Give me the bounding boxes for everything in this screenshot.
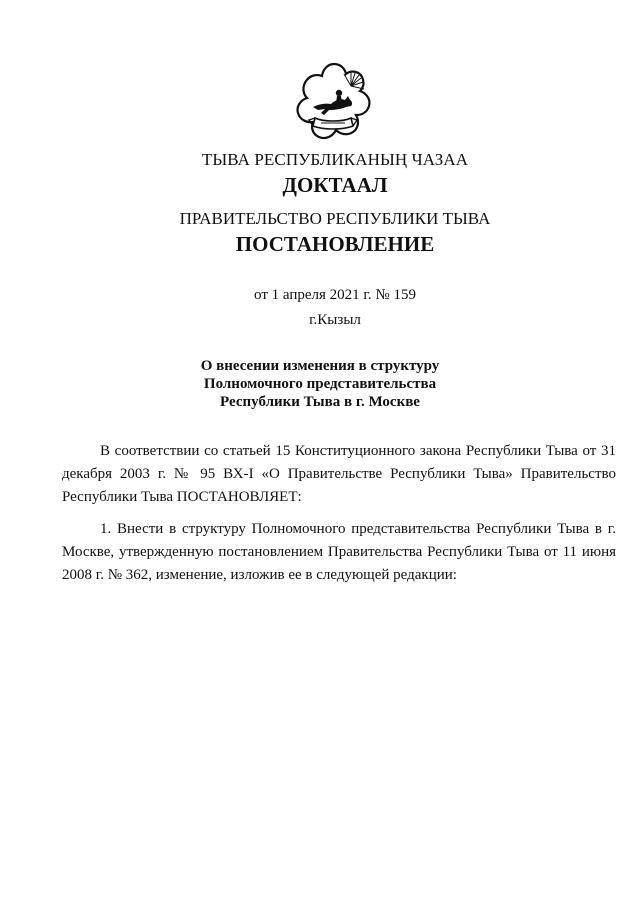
document-title — [0, 357, 640, 411]
title-line-1: О внесении изменения в структуру — [200, 358, 440, 374]
body-paragraph-preamble: В соответствии со статьей 15 Конституционного закона Республики Тыва от 31 декабря 2003 г. № 95 ВХ-I «О Правительстве Республики Тыва» Правительство Республики Тыва ПОСТАНОВЛЯЕТ: — [62, 443, 616, 505]
document-city: г.Кызыл — [309, 312, 361, 328]
title-line-2: Полномочного представительства — [203, 376, 437, 392]
tyva-government-name: ТЫВА РЕСПУБЛИКАНЫҢ ЧАЗАА — [201, 150, 469, 169]
title-line-3: Республики Тыва в г. Москве — [220, 394, 420, 410]
body-paragraph-item-1: 1. Внести в структуру Полномочного представительства Республики Тыва в г. Москве, утвержденную постановлением Правительства Республики Тыва от 11 июня 2008 г. № 362, изменение, изложив ее в следующей редакции: — [62, 521, 616, 583]
tyva-document-type: ДОКТААЛ — [282, 173, 388, 197]
coat-of-arms-tyva-icon — [291, 60, 377, 144]
document-type: ПОСТАНОВЛЕНИЕ — [235, 232, 435, 256]
document-date-number: от 1 апреля 2021 г. № 159 — [254, 287, 416, 303]
government-name: ПРАВИТЕЛЬСТВО РЕСПУБЛИКИ ТЫВА — [179, 209, 491, 228]
